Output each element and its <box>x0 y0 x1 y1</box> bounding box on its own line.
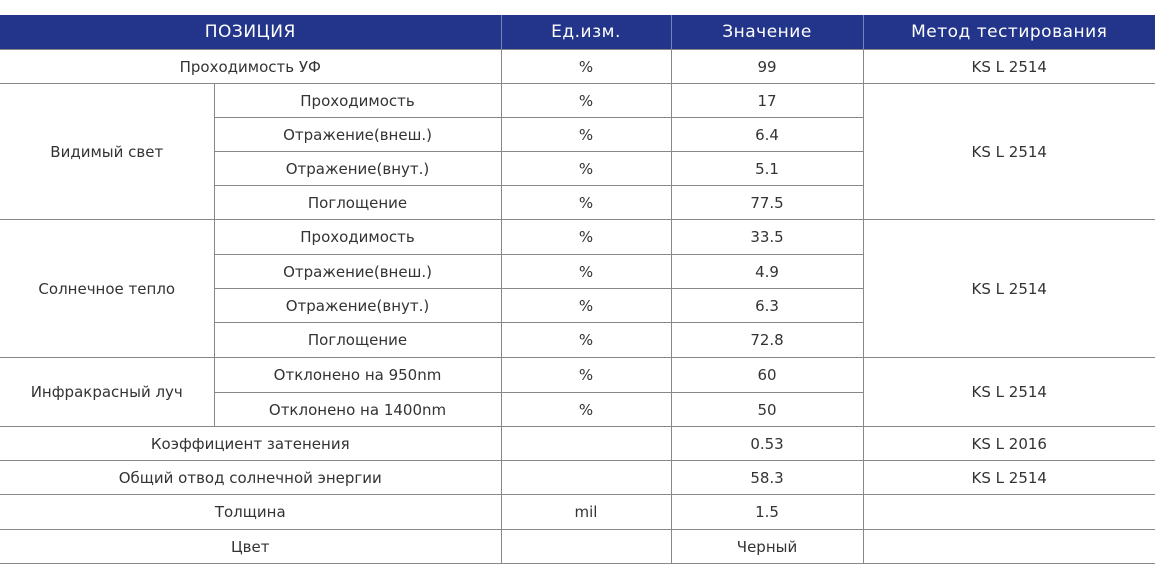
row-label: Проходимость УФ <box>0 50 501 84</box>
row-value: 0.53 <box>671 427 863 461</box>
row-sublabel: Отклонено на 1400nm <box>214 393 501 427</box>
row-value: 77.5 <box>671 186 863 220</box>
row-value: 17 <box>671 84 863 118</box>
group-label: Видимый свет <box>0 84 214 220</box>
row-unit: % <box>501 323 671 358</box>
group-label: Инфракрасный луч <box>0 358 214 427</box>
row-sublabel: Проходимость <box>214 84 501 118</box>
table-row <box>0 50 1155 84</box>
table-row <box>0 530 1155 564</box>
group-method: KS L 2514 <box>863 220 1155 358</box>
row-value: 4.9 <box>671 255 863 289</box>
row-value: 99 <box>671 50 863 84</box>
group-method: KS L 2514 <box>863 84 1155 220</box>
header-unit: Ед.изм. <box>501 15 671 50</box>
row-method: KS L 2514 <box>863 461 1155 495</box>
table-row <box>0 84 1155 118</box>
row-method: KS L 2514 <box>863 50 1155 84</box>
header-method: Метод тестирования <box>863 15 1155 50</box>
row-sublabel: Проходимость <box>214 220 501 255</box>
row-unit: % <box>501 255 671 289</box>
row-method: KS L 2016 <box>863 427 1155 461</box>
row-label: Общий отвод солнечной энергии <box>0 461 501 495</box>
row-value: 33.5 <box>671 220 863 255</box>
row-sublabel: Отражение(внут.) <box>214 289 501 323</box>
table-row <box>0 427 1155 461</box>
row-unit: % <box>501 152 671 186</box>
table-row <box>0 358 1155 393</box>
row-sublabel: Поглощение <box>214 323 501 358</box>
row-unit: % <box>501 220 671 255</box>
row-method <box>863 530 1155 564</box>
table-row <box>0 495 1155 530</box>
header-value: Значение <box>671 15 863 50</box>
row-unit: % <box>501 118 671 152</box>
header-position: ПОЗИЦИЯ <box>0 15 501 50</box>
row-method <box>863 495 1155 530</box>
row-unit: % <box>501 289 671 323</box>
row-unit: % <box>501 358 671 393</box>
row-unit: % <box>501 186 671 220</box>
row-value: 5.1 <box>671 152 863 186</box>
spec-table-wrapper <box>0 15 1155 564</box>
row-value: 50 <box>671 393 863 427</box>
group-label: Солнечное тепло <box>0 220 214 358</box>
spec-table <box>0 15 1155 564</box>
row-value: 6.4 <box>671 118 863 152</box>
row-unit <box>501 461 671 495</box>
row-unit: % <box>501 50 671 84</box>
row-sublabel: Отражение(внеш.) <box>214 255 501 289</box>
row-sublabel: Поглощение <box>214 186 501 220</box>
row-sublabel: Отражение(внут.) <box>214 152 501 186</box>
row-sublabel: Отклонено на 950nm <box>214 358 501 393</box>
row-value: 60 <box>671 358 863 393</box>
row-unit <box>501 530 671 564</box>
group-method: KS L 2514 <box>863 358 1155 427</box>
row-label: Цвет <box>0 530 501 564</box>
row-value: Черный <box>671 530 863 564</box>
row-label: Толщина <box>0 495 501 530</box>
row-unit <box>501 427 671 461</box>
row-unit: % <box>501 84 671 118</box>
row-label: Коэффициент затенения <box>0 427 501 461</box>
row-sublabel: Отражение(внеш.) <box>214 118 501 152</box>
table-row <box>0 220 1155 255</box>
row-value: 1.5 <box>671 495 863 530</box>
table-row <box>0 461 1155 495</box>
row-value: 58.3 <box>671 461 863 495</box>
row-value: 6.3 <box>671 289 863 323</box>
row-unit: mil <box>501 495 671 530</box>
header-row <box>0 15 1155 50</box>
row-unit: % <box>501 393 671 427</box>
row-value: 72.8 <box>671 323 863 358</box>
